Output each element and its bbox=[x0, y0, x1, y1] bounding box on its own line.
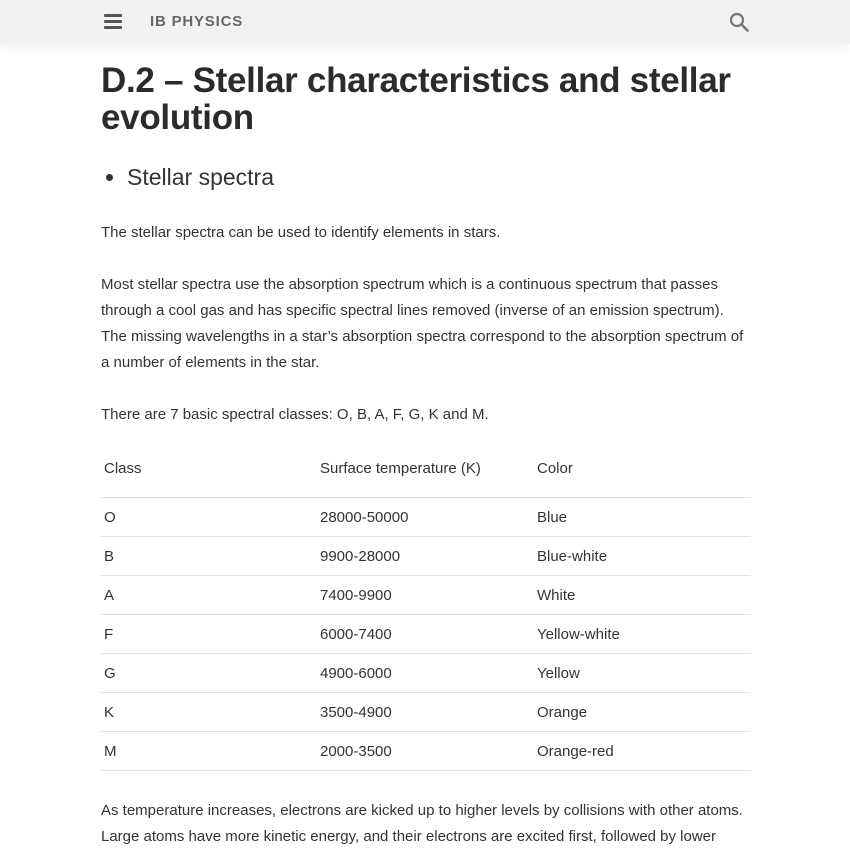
table-row bbox=[101, 537, 751, 576]
cell-color: Yellow-white bbox=[534, 615, 751, 654]
cell-color: Yellow bbox=[534, 654, 751, 693]
section-heading-list bbox=[101, 162, 751, 192]
table-row bbox=[101, 615, 751, 654]
table-row bbox=[101, 732, 751, 771]
table-row bbox=[101, 693, 751, 732]
spectral-class-table bbox=[101, 459, 751, 771]
top-navigation-bar bbox=[0, 0, 850, 44]
article-content bbox=[101, 62, 751, 850]
cell-class: G bbox=[101, 654, 317, 693]
cell-temperature: 4900-6000 bbox=[317, 654, 534, 693]
temperature-electrons-paragraph: As temperature increases, electrons are kicked up to higher levels by collisions with other atoms. Large atoms have more kinetic energy, and their electrons are excited first, followed by lower bbox=[101, 802, 743, 845]
intro-paragraph: The stellar spectra can be used to identify elements in stars. bbox=[101, 224, 501, 241]
absorption-paragraph: Most stellar spectra use the absorption spectrum which is a continuous spectrum that passes through a cool gas and has specific spectral lines removed (inverse of an emission spectrum). The missing wavelengths in a star’s absorption spectra correspond to the absorption spectrum of a number of elements in the star. bbox=[101, 276, 744, 371]
page-title: D.2 – Stellar characteristics and stellar evolution bbox=[101, 61, 731, 137]
cell-color: Blue-white bbox=[534, 537, 751, 576]
column-header-temperature: Surface temperature (K) bbox=[317, 459, 534, 498]
cell-class: F bbox=[101, 615, 317, 654]
cell-class: A bbox=[101, 576, 317, 615]
table-row bbox=[101, 498, 751, 537]
cell-class: B bbox=[101, 537, 317, 576]
cell-temperature: 28000-50000 bbox=[317, 498, 534, 537]
table-row bbox=[101, 576, 751, 615]
cell-color: Blue bbox=[534, 498, 751, 537]
cell-class: M bbox=[101, 732, 317, 771]
hamburger-menu-icon[interactable] bbox=[104, 14, 122, 30]
table-row bbox=[101, 654, 751, 693]
cell-color: Orange bbox=[534, 693, 751, 732]
column-header-color: Color bbox=[534, 459, 751, 498]
site-title-link[interactable]: IB PHYSICS bbox=[150, 13, 244, 30]
cell-color: Orange-red bbox=[534, 732, 751, 771]
table-header-row bbox=[101, 459, 751, 498]
cell-class: K bbox=[101, 693, 317, 732]
cell-temperature: 6000-7400 bbox=[317, 615, 534, 654]
spectral-classes-paragraph: There are 7 basic spectral classes: O, B, A, F, G, K and M. bbox=[101, 406, 489, 423]
cell-temperature: 9900-28000 bbox=[317, 537, 534, 576]
column-header-class: Class bbox=[101, 459, 317, 498]
section-heading: • Stellar spectra bbox=[127, 162, 751, 192]
cell-color: White bbox=[534, 576, 751, 615]
cell-temperature: 7400-9900 bbox=[317, 576, 534, 615]
cell-class: O bbox=[101, 498, 317, 537]
cell-temperature: 2000-3500 bbox=[317, 732, 534, 771]
search-icon[interactable] bbox=[729, 12, 749, 32]
cell-temperature: 3500-4900 bbox=[317, 693, 534, 732]
